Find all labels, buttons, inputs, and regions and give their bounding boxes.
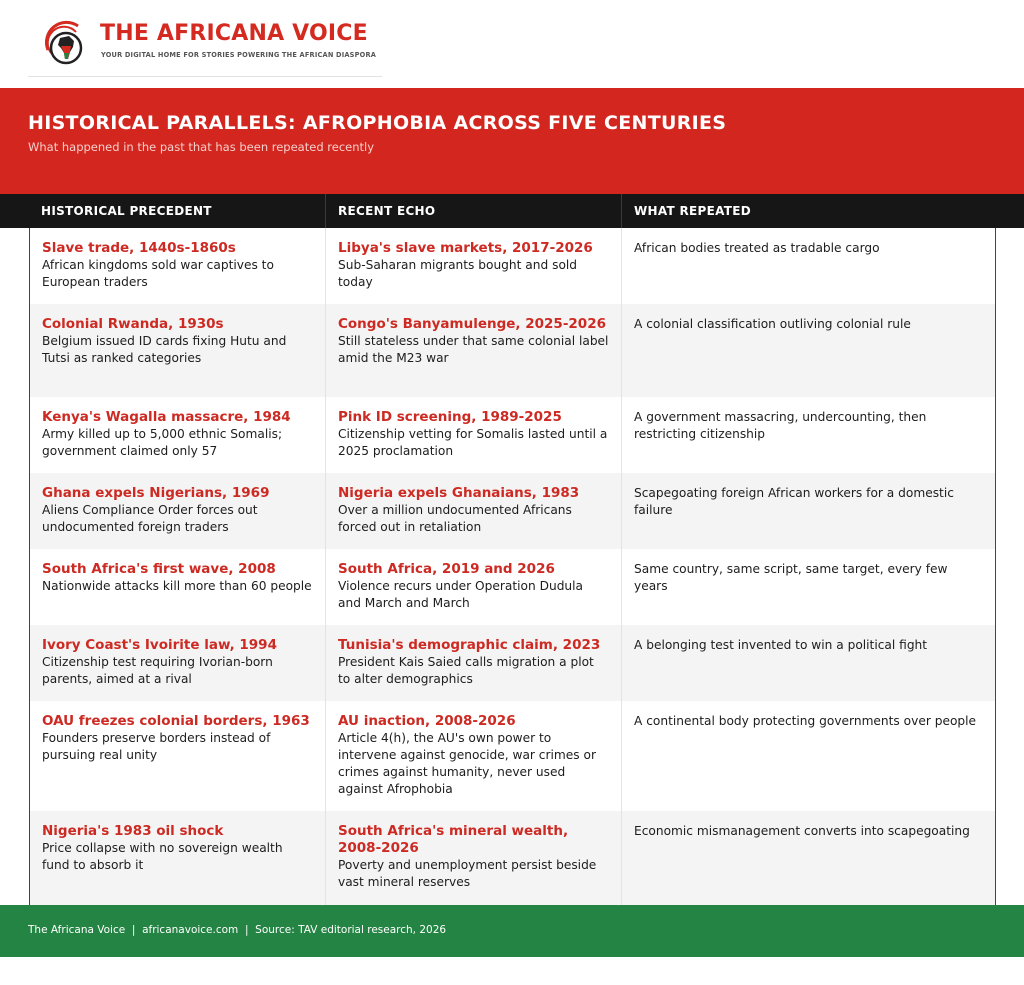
echo-description: Poverty and unemployment persist beside vast mineral reserves — [338, 858, 597, 889]
page-title: HISTORICAL PARALLELS: AFROPHOBIA ACROSS FIVE CENTURIES — [28, 112, 727, 134]
echo-cell — [325, 473, 621, 549]
echo-cell — [325, 549, 621, 625]
precedent-cell — [30, 304, 325, 397]
table-row — [30, 228, 995, 304]
table-row — [30, 701, 995, 811]
precedent-title: Ghana expels Nigerians, 1969 — [42, 485, 270, 501]
precedent-cell — [30, 701, 325, 811]
precedent-cell — [30, 397, 325, 473]
echo-description: Sub-Saharan migrants bought and sold today — [338, 258, 578, 289]
table-row — [30, 473, 995, 549]
echo-title: Congo's Banyamulenge, 2025-2026 — [338, 316, 606, 332]
echo-description: Still stateless under that same colonial label amid the M23 war — [338, 334, 609, 365]
precedent-description: African kingdoms sold war captives to European traders — [42, 258, 274, 289]
table-row — [30, 304, 995, 397]
footer-credits: The Africana Voice | africanavoice.com | Source: TAV editorial research, 2026 — [28, 924, 447, 936]
table-row — [30, 625, 995, 701]
repeated-cell — [621, 811, 995, 905]
repeated-text: A colonial classification outliving colonial rule — [634, 317, 911, 331]
precedent-cell — [30, 473, 325, 549]
echo-title: South Africa, 2019 and 2026 — [338, 561, 555, 577]
repeated-cell — [621, 701, 995, 811]
precedent-description: Army killed up to 5,000 ethnic Somalis; government claimed only 57 — [42, 427, 283, 458]
echo-description: Violence recurs under Operation Dudula and March and March — [338, 579, 584, 610]
brand-header — [28, 12, 382, 77]
column-header-precedent: HISTORICAL PRECEDENT — [41, 204, 212, 218]
precedent-description: Citizenship test requiring Ivorian-born parents, aimed at a rival — [42, 655, 273, 686]
brand-tagline: YOUR DIGITAL HOME FOR STORIES POWERING THE AFRICAN DIASPORA — [101, 51, 377, 59]
repeated-text: A belonging test invented to win a political fight — [634, 638, 928, 652]
repeated-cell — [621, 549, 995, 625]
precedent-title: Slave trade, 1440s-1860s — [42, 240, 236, 256]
precedent-description: Founders preserve borders instead of pursuing real unity — [42, 731, 271, 762]
precedent-description: Aliens Compliance Order forces out undocumented foreign traders — [42, 503, 258, 534]
table-body — [29, 228, 996, 905]
repeated-cell — [621, 228, 995, 304]
table-row — [30, 811, 995, 905]
echo-description: Over a million undocumented Africans forced out in retaliation — [338, 503, 572, 534]
echo-title: Pink ID screening, 1989-2025 — [338, 409, 562, 425]
echo-cell — [325, 811, 621, 905]
precedent-title: Nigeria's 1983 oil shock — [42, 823, 224, 839]
repeated-cell — [621, 304, 995, 397]
echo-description: President Kais Saied calls migration a plot to alter demographics — [338, 655, 594, 686]
page-subtitle: What happened in the past that has been repeated recently — [28, 140, 375, 154]
title-banner — [0, 88, 1024, 194]
precedent-description: Nationwide attacks kill more than 60 people — [42, 579, 312, 593]
precedent-description: Price collapse with no sovereign wealth fund to absorb it — [42, 841, 283, 872]
precedent-description: Belgium issued ID cards fixing Hutu and Tutsi as ranked categories — [42, 334, 287, 365]
repeated-text: Same country, same script, same target, every few years — [634, 562, 948, 593]
precedent-cell — [30, 549, 325, 625]
repeated-text: African bodies treated as tradable cargo — [634, 241, 880, 255]
repeated-cell — [621, 473, 995, 549]
precedent-cell — [30, 228, 325, 304]
echo-cell — [325, 304, 621, 397]
precedent-title: OAU freezes colonial borders, 1963 — [42, 713, 310, 729]
precedent-title: Kenya's Wagalla massacre, 1984 — [42, 409, 291, 425]
echo-cell — [325, 625, 621, 701]
echo-title: Nigeria expels Ghanaians, 1983 — [338, 485, 580, 501]
repeated-text: A continental body protecting governments over people — [634, 714, 977, 728]
table-row — [30, 397, 995, 473]
echo-title: AU inaction, 2008-2026 — [338, 713, 516, 729]
table-row — [30, 549, 995, 625]
table-header — [0, 194, 1024, 228]
echo-title: Libya's slave markets, 2017-2026 — [338, 240, 593, 256]
precedent-title: Colonial Rwanda, 1930s — [42, 316, 224, 332]
echo-title: South Africa's mineral wealth, 2008-2026 — [338, 823, 569, 856]
echo-cell — [325, 397, 621, 473]
echo-title: Tunisia's demographic claim, 2023 — [338, 637, 601, 653]
precedent-title: South Africa's first wave, 2008 — [42, 561, 276, 577]
precedent-cell — [30, 625, 325, 701]
repeated-text: A government massacring, undercounting, then restricting citizenship — [634, 410, 927, 441]
repeated-text: Economic mismanagement converts into scapegoating — [634, 824, 970, 838]
precedent-cell — [30, 811, 325, 905]
repeated-cell — [621, 625, 995, 701]
footer — [0, 905, 1024, 957]
brand-name: THE AFRICANA VOICE — [100, 21, 368, 46]
repeated-cell — [621, 397, 995, 473]
precedent-title: Ivory Coast's Ivoirite law, 1994 — [42, 637, 277, 653]
echo-description: Article 4(h), the AU's own power to intervene against genocide, war crimes or crimes against humanity, never used against Afrophobia — [338, 731, 596, 796]
echo-cell — [325, 228, 621, 304]
column-header-echo: RECENT ECHO — [325, 194, 620, 228]
echo-description: Citizenship vetting for Somalis lasted until a 2025 proclamation — [338, 427, 608, 458]
repeated-text: Scapegoating foreign African workers for a domestic failure — [634, 486, 954, 517]
column-header-repeated: WHAT REPEATED — [621, 194, 996, 228]
echo-cell — [325, 701, 621, 811]
africa-globe-icon — [38, 16, 94, 72]
